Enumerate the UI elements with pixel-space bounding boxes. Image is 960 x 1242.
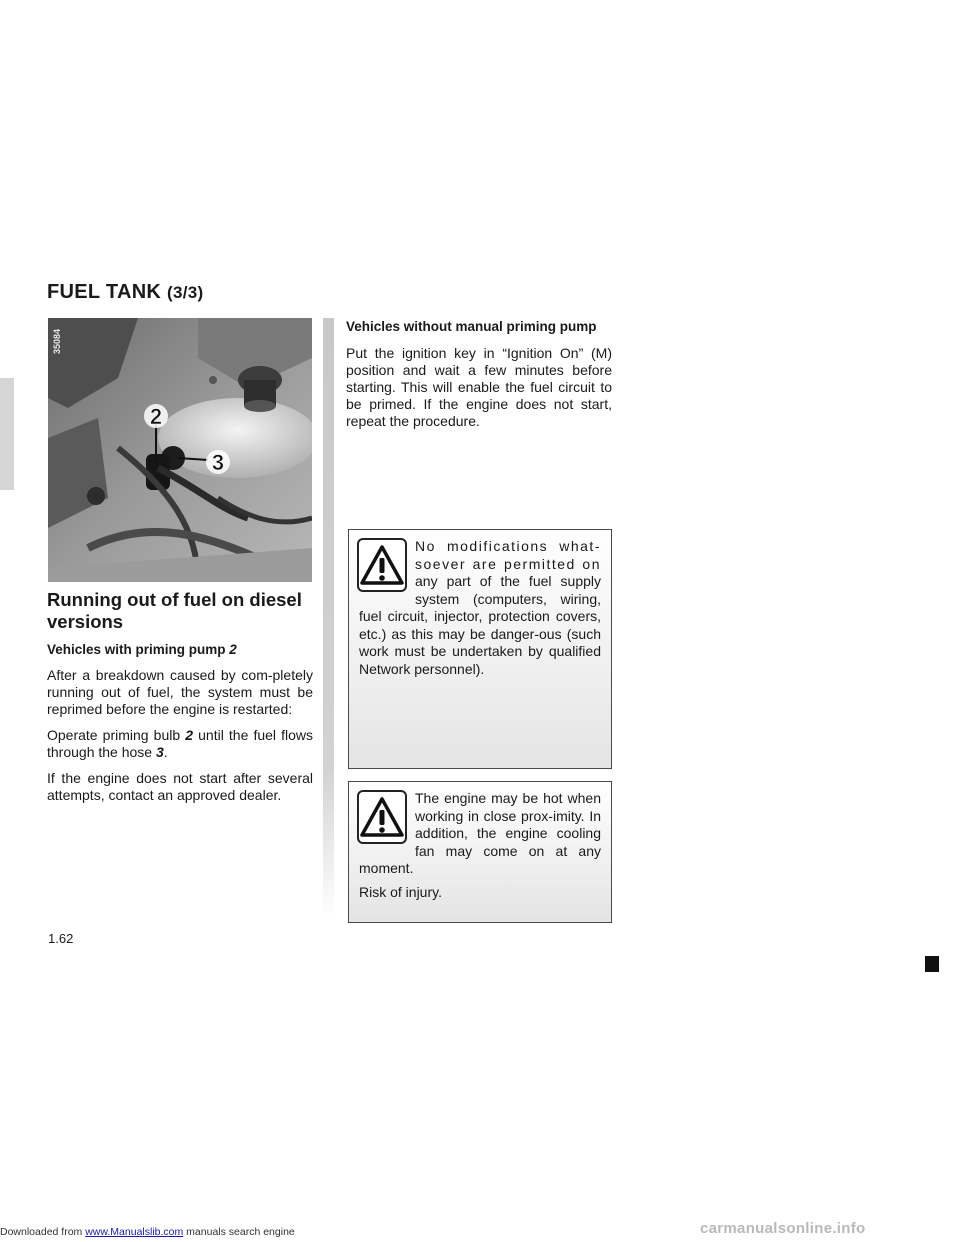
left-paragraph-2 <box>47 727 313 761</box>
callout-2: 2 <box>149 404 163 429</box>
warning-1-lead: No modifications what-soever are permitted on <box>415 538 601 572</box>
engine-photo <box>48 318 312 582</box>
callout-3: 3 <box>211 450 225 475</box>
p2-text-a: Operate priming bulb <box>47 727 186 743</box>
site-watermark: carmanualsonline.info <box>700 1220 866 1237</box>
right-paragraph-1: Put the ignition key in “Ignition On” (M) position and wait a few minutes before starting. This will enable the fuel circuit to be primed. If the engine does not start, repeat the procedure. <box>346 345 612 429</box>
footer-prefix: Downloaded from <box>0 1226 86 1238</box>
page-title-part: (3/3) <box>167 283 204 302</box>
warning-box-hot-engine <box>348 781 612 923</box>
left-column <box>47 642 313 804</box>
priming-pump-subheading <box>47 642 313 657</box>
footer-link[interactable]: www.Manualslib.com <box>85 1226 184 1238</box>
figure-code: 35084 <box>52 328 62 354</box>
subheading-num: 2 <box>229 642 237 657</box>
p2-ref-3: 3 <box>155 744 164 760</box>
warning-2-text <box>359 790 601 907</box>
footer-suffix: manuals search engine <box>183 1226 295 1238</box>
warning-1-text <box>359 538 601 684</box>
page-title-main: FUEL TANK <box>47 281 162 303</box>
download-footer <box>0 1226 295 1238</box>
warning-2-paragraph-1: The engine may be hot when working in close prox-imity. In addition, the engine cooling fan may come on at any moment. <box>359 790 601 876</box>
p2-text-c: . <box>163 744 168 760</box>
warning-box-modifications <box>348 529 612 769</box>
subheading-text: Vehicles with priming pump <box>47 642 230 657</box>
chapter-tab <box>0 378 14 490</box>
left-paragraph-1: After a breakdown caused by com-pletely running out of fuel, the system must be reprimed before the engine is restarted: <box>47 667 313 717</box>
section-heading: Running out of fuel on diesel versions <box>47 589 302 632</box>
page-title <box>47 281 204 304</box>
no-pump-subheading: Vehicles without manual priming pump <box>346 319 597 334</box>
warning-2-paragraph-2: Risk of injury. <box>359 883 442 900</box>
p2-text-b: until the fuel flows through the hose <box>47 727 313 760</box>
page-number: 1.62 <box>48 931 74 946</box>
engine-illustration <box>48 318 312 582</box>
p2-ref-2: 2 <box>185 727 194 743</box>
left-paragraph-3: If the engine does not start after several attempts, contact an approved dealer. <box>47 770 313 803</box>
page-edge-marker <box>925 956 939 972</box>
warning-1-rest: any part of the fuel supply system (computers, wiring, fuel circuit, injector, protection covers, etc.) as this may be danger-ous (such work must be undertaken by qualified Network personnel). <box>359 573 601 677</box>
right-column <box>346 318 612 430</box>
